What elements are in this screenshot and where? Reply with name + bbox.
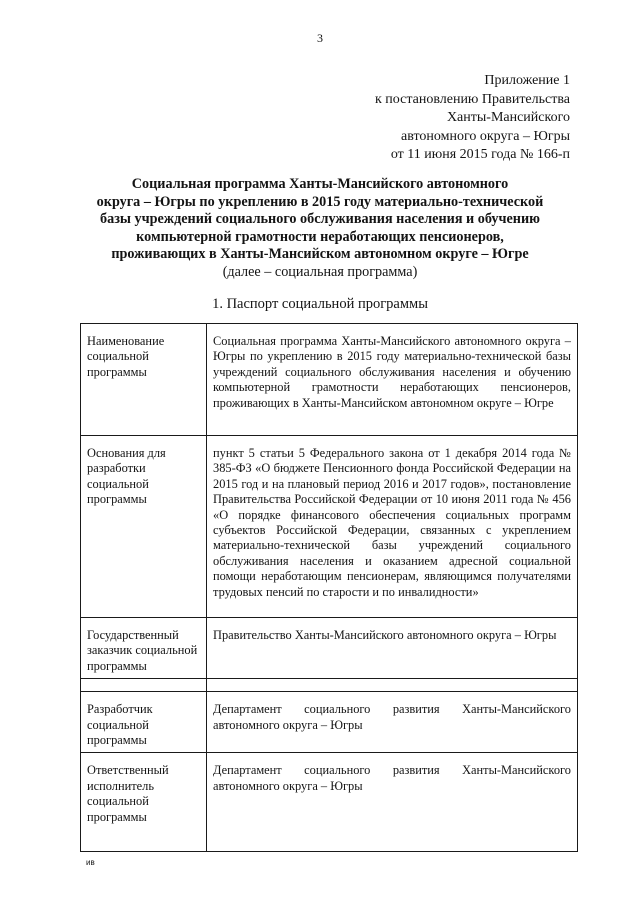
appendix-line: Приложение 1	[484, 73, 570, 88]
title-line: округа – Югры по укреплению в 2015 году материально-технической	[96, 193, 544, 210]
row-value: Правительство Ханты-Мансийского автономного округа – Югры	[207, 618, 578, 679]
appendix-line: автономного округа – Югры	[401, 128, 570, 144]
table-row	[81, 618, 578, 679]
page-number: 3	[317, 31, 323, 45]
row-value: Департамент социального развития Ханты-Мансийского автономного округа – Югры	[207, 753, 578, 852]
appendix-line: от 11 июня 2015 года № 166-п	[390, 147, 570, 162]
row-value: Департамент социального развития Ханты-Мансийского автономного округа – Югры	[207, 692, 578, 753]
table-row	[81, 753, 578, 852]
appendix-line: Ханты-Мансийского	[446, 110, 570, 125]
table-row	[81, 324, 578, 436]
spacer-cell	[207, 679, 578, 692]
section-heading: 1. Паспорт социальной программы	[212, 296, 428, 312]
row-label: Ответственный исполнитель социальной программы	[81, 753, 207, 852]
row-label: Наименование социальной программы	[81, 324, 207, 436]
table-spacer-row	[81, 679, 578, 692]
row-value: пункт 5 статьи 5 Федерального закона от 1 декабря 2014 года № 385-ФЗ «О бюджете Пенсионного фонда Российской Федерации на 2015 год и на плановый период 2016 и 2017 годов», постановление Правительства Российской Федерации от 10 июня 2011 года № 456 «О порядке финансового обеспечения социальных программ субъектов Российской Федерации, связанных с укреплением материально-технической базы учреждений социального обслуживания населения и оказанием адресной социальной помощи неработающим пенсионерам, являющимся получателями трудовых пенсий по старости и по инвалидности»	[207, 436, 578, 618]
appendix-header	[375, 72, 570, 165]
title-line: базы учреждений социального обслуживания населения и обучению	[100, 211, 540, 228]
table-row	[81, 436, 578, 618]
passport-table	[80, 323, 578, 852]
row-label: Государственный заказчик социальной программы	[81, 618, 207, 679]
footer-code: ив	[86, 858, 95, 867]
title-line: проживающих в Ханты-Мансийском автономном округе – Югре	[111, 246, 529, 263]
title-line: компьютерной грамотности неработающих пенсионеров,	[136, 228, 504, 245]
spacer-cell	[81, 679, 207, 692]
table-row	[81, 692, 578, 753]
title-note: (далее – социальная программа)	[222, 263, 418, 280]
row-label: Разработчик социальной программы	[81, 692, 207, 753]
title-line: Социальная программа Ханты-Мансийского автономного	[131, 176, 509, 192]
row-value: Социальная программа Ханты-Мансийского автономного округа – Югры по укреплению в 2015 году материально-технической базы учреждений социального обслуживания населения и обучению компьютерной грамотности неработающих пенсионеров, проживающих в Ханты-Мансийском автономном округе – Югре	[207, 324, 578, 436]
row-label: Основания для разработки социальной программы	[81, 436, 207, 618]
appendix-line: к постановлению Правительства	[374, 91, 570, 107]
document-title	[60, 176, 580, 282]
